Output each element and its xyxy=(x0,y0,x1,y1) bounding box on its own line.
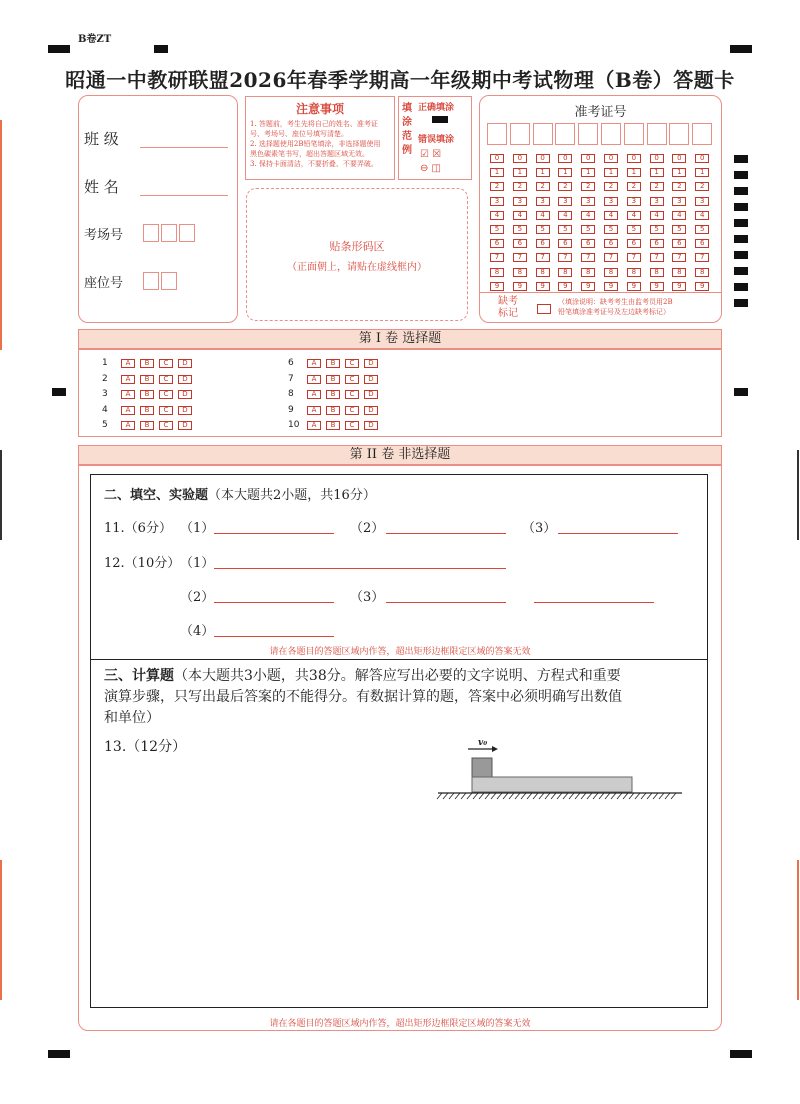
notice-line: 号、考场号、座位号填写清楚。 xyxy=(250,130,348,138)
admission-bubble[interactable]: 3 xyxy=(513,197,527,206)
admission-bubble[interactable]: 2 xyxy=(490,182,504,191)
fill-heading xyxy=(104,484,376,503)
option-bubble-a[interactable]: A xyxy=(307,406,321,415)
admission-bubble[interactable]: 0 xyxy=(490,154,504,163)
option-bubble-a[interactable]: A xyxy=(307,390,321,399)
absent-mark-box[interactable] xyxy=(537,304,551,314)
page-title: 昭通一中教研联盟2026年春季学期高一年级期中考试物理（B卷）答题卡 xyxy=(65,68,735,92)
notice-line: 1. 答题前，考生先将自己的姓名、准考证 xyxy=(250,120,378,128)
sheet-code: B卷ZT xyxy=(78,34,112,45)
absent-divider xyxy=(479,292,722,293)
admission-bubble[interactable]: 5 xyxy=(650,225,664,234)
v0-label: v₀ xyxy=(478,738,488,748)
admission-bubble[interactable]: 2 xyxy=(672,182,686,191)
hatch-mark xyxy=(611,793,616,799)
seat-box[interactable] xyxy=(161,272,177,290)
admission-bubble[interactable]: 1 xyxy=(558,168,572,177)
admission-bubble[interactable]: 4 xyxy=(695,211,709,220)
edge-line xyxy=(0,860,2,1000)
question-number: 8 xyxy=(288,389,294,399)
option-bubble-d[interactable]: D xyxy=(178,421,192,430)
velocity-arrowhead xyxy=(492,746,498,752)
timing-mark xyxy=(730,45,752,53)
admission-bubble[interactable]: 9 xyxy=(627,282,641,291)
ground-hatching xyxy=(437,793,676,799)
section2-split xyxy=(90,659,708,660)
admission-digit-cell[interactable] xyxy=(647,123,667,145)
option-bubble-d[interactable]: D xyxy=(364,375,378,384)
option-bubble-a[interactable]: A xyxy=(307,359,321,368)
admission-bubble[interactable]: 1 xyxy=(672,168,686,177)
admission-bubble[interactable]: 8 xyxy=(581,268,595,277)
admission-bubble[interactable]: 5 xyxy=(490,225,504,234)
notice-line: 2. 选择题使用2B铅笔填涂，非选择题使用 xyxy=(250,140,381,148)
hatch-mark xyxy=(599,793,604,799)
admission-bubble[interactable]: 8 xyxy=(650,268,664,277)
admission-bubble[interactable]: 4 xyxy=(536,211,550,220)
edge-line xyxy=(0,450,2,540)
admission-bubble[interactable]: 3 xyxy=(672,197,686,206)
admission-bubble[interactable]: 6 xyxy=(695,239,709,248)
admission-bubble[interactable]: 2 xyxy=(581,182,595,191)
hatch-mark xyxy=(467,793,472,799)
timing-mark xyxy=(52,388,66,396)
admission-bubble[interactable]: 6 xyxy=(513,239,527,248)
hatch-mark xyxy=(455,793,460,799)
admission-bubble[interactable]: 5 xyxy=(558,225,572,234)
hatch-mark xyxy=(437,793,442,799)
question-number: 4 xyxy=(102,404,108,415)
admission-bubble[interactable]: 0 xyxy=(695,154,709,163)
timing-mark xyxy=(734,219,748,227)
seat-box[interactable] xyxy=(143,272,159,290)
hatch-mark xyxy=(539,793,544,799)
hatch-mark xyxy=(503,793,508,799)
admission-bubble[interactable]: 7 xyxy=(581,253,595,262)
fill-heading-title: 二、填空、实验题 xyxy=(104,488,209,503)
class-label: 班 级 xyxy=(84,130,119,148)
admission-bubble[interactable]: 6 xyxy=(536,239,550,248)
q12-part4-line[interactable] xyxy=(214,635,334,637)
admission-bubble[interactable]: 9 xyxy=(581,282,595,291)
timing-mark xyxy=(734,283,748,291)
hatch-mark xyxy=(521,793,526,799)
admission-bubble[interactable]: 3 xyxy=(695,197,709,206)
absent-note-line: （填涂说明：缺考考生由监考员用2B xyxy=(558,298,673,306)
hatch-mark xyxy=(545,793,550,799)
hatch-mark xyxy=(605,793,610,799)
q11-label: 11.（6分） xyxy=(104,521,172,536)
wrong-fill-icons: ☑ ☒ ⊖ ◫ xyxy=(420,149,442,174)
hatch-mark xyxy=(671,793,676,799)
question-number: 5 xyxy=(102,420,108,430)
timing-mark xyxy=(734,155,748,163)
wrong-fill-label: 错误填涂 xyxy=(418,135,455,145)
admission-bubble[interactable]: 0 xyxy=(627,154,641,163)
admission-digit-cell[interactable] xyxy=(487,123,507,145)
admission-bubble[interactable]: 2 xyxy=(695,182,709,191)
absent-note-line: 铅笔填涂准考证号及左边缺考标记） xyxy=(558,308,670,316)
option-bubble-d[interactable]: D xyxy=(178,390,192,399)
section1-box xyxy=(78,349,722,437)
edge-line xyxy=(797,860,799,1000)
admission-bubble[interactable]: 9 xyxy=(490,282,504,291)
q12-part4-label: （4） xyxy=(180,624,215,639)
q11-part2-line[interactable] xyxy=(386,532,506,534)
option-bubble-b[interactable]: B xyxy=(140,406,154,415)
room-label: 考场号 xyxy=(84,228,124,243)
q12-part3-line[interactable] xyxy=(386,601,506,603)
admission-bubble[interactable]: 6 xyxy=(490,239,504,248)
q11-part3-label: （3） xyxy=(522,521,557,536)
hatch-mark xyxy=(569,793,574,799)
calc-heading xyxy=(104,666,694,729)
hatch-mark xyxy=(653,793,658,799)
q12-part1-label: （1） xyxy=(180,556,215,571)
option-bubble-a[interactable]: A xyxy=(121,375,135,384)
admission-bubble[interactable]: 9 xyxy=(513,282,527,291)
admission-bubble[interactable]: 4 xyxy=(581,211,595,220)
timing-mark xyxy=(734,267,748,275)
option-bubble-b[interactable]: B xyxy=(140,359,154,368)
admission-bubble[interactable]: 3 xyxy=(627,197,641,206)
admission-bubble[interactable]: 4 xyxy=(650,211,664,220)
admission-bubble[interactable]: 9 xyxy=(558,282,572,291)
admission-bubble[interactable]: 9 xyxy=(695,282,709,291)
hatch-mark xyxy=(557,793,562,799)
admission-bubble[interactable]: 2 xyxy=(604,182,618,191)
timing-mark xyxy=(154,45,168,53)
calc-heading-line2: 演算步骤，只写出最后答案的不能得分。有数据计算的题，答案中必须明确写出数值 xyxy=(104,689,622,705)
admission-bubble[interactable]: 4 xyxy=(513,211,527,220)
q12-part3-label: （3） xyxy=(350,590,385,605)
hatch-mark xyxy=(665,793,670,799)
q11-part1-label: （1） xyxy=(180,521,215,536)
option-bubble-a[interactable]: A xyxy=(307,421,321,430)
hatch-mark xyxy=(635,793,640,799)
admission-bubble[interactable]: 1 xyxy=(581,168,595,177)
q11-part3-line[interactable] xyxy=(558,532,678,534)
admission-bubble[interactable]: 1 xyxy=(695,168,709,177)
hatch-mark xyxy=(593,793,598,799)
admission-bubble[interactable]: 8 xyxy=(627,268,641,277)
admission-bubble[interactable]: 9 xyxy=(604,282,618,291)
question-number: 2 xyxy=(102,373,108,384)
admission-bubble[interactable]: 3 xyxy=(490,197,504,206)
hatch-mark xyxy=(647,793,652,799)
admission-bubble[interactable]: 2 xyxy=(627,182,641,191)
admission-bubble[interactable]: 3 xyxy=(650,197,664,206)
admission-bubble[interactable]: 3 xyxy=(536,197,550,206)
edge-line xyxy=(797,450,799,540)
admission-digit-cell[interactable] xyxy=(692,123,712,145)
timing-mark xyxy=(734,235,748,243)
admission-bubble[interactable]: 4 xyxy=(558,211,572,220)
admission-bubble[interactable]: 5 xyxy=(672,225,686,234)
name-label: 姓 名 xyxy=(84,178,119,196)
admission-digit-cell[interactable] xyxy=(624,123,644,145)
admission-digit-cell[interactable] xyxy=(601,123,621,145)
class-field[interactable] xyxy=(140,146,228,148)
seat-label: 座位号 xyxy=(84,276,124,291)
admission-bubble[interactable]: 7 xyxy=(695,253,709,262)
option-bubble-b[interactable]: B xyxy=(326,359,340,368)
option-bubble-a[interactable]: A xyxy=(121,359,135,368)
option-bubble-c[interactable]: C xyxy=(159,421,173,430)
option-bubble-b[interactable]: B xyxy=(140,421,154,430)
option-bubble-b[interactable]: B xyxy=(326,406,340,415)
admission-bubble[interactable]: 1 xyxy=(650,168,664,177)
admission-bubble[interactable]: 7 xyxy=(650,253,664,262)
option-bubble-c[interactable]: C xyxy=(159,406,173,415)
admission-bubble[interactable]: 7 xyxy=(672,253,686,262)
admission-bubble[interactable]: 1 xyxy=(513,168,527,177)
admission-bubble[interactable]: 8 xyxy=(536,268,550,277)
hatch-mark xyxy=(497,793,502,799)
hatch-mark xyxy=(491,793,496,799)
section2-title: 第 II 卷 非选择题 xyxy=(78,445,722,465)
hatch-mark xyxy=(563,793,568,799)
admission-digit-cell[interactable] xyxy=(555,123,575,145)
hatch-mark xyxy=(629,793,634,799)
hatch-mark xyxy=(581,793,586,799)
admission-bubble[interactable]: 6 xyxy=(672,239,686,248)
question-number: 1 xyxy=(102,358,108,368)
barcode-area xyxy=(246,188,468,321)
timing-mark xyxy=(734,187,748,195)
option-bubble-d[interactable]: D xyxy=(364,390,378,399)
admission-bubble[interactable]: 3 xyxy=(604,197,618,206)
hatch-mark xyxy=(617,793,622,799)
admission-digit-cell[interactable] xyxy=(669,123,689,145)
timing-mark xyxy=(734,388,748,396)
admission-bubble[interactable]: 6 xyxy=(558,239,572,248)
option-bubble-a[interactable]: A xyxy=(307,375,321,384)
admission-bubble[interactable]: 7 xyxy=(558,253,572,262)
timing-mark xyxy=(48,45,70,53)
admission-bubble[interactable]: 0 xyxy=(650,154,664,163)
timing-mark xyxy=(734,171,748,179)
edge-line xyxy=(0,120,2,350)
q11-part2-label: （2） xyxy=(350,521,385,536)
calc-heading-line3: 和单位） xyxy=(104,710,160,726)
q12-part2-line[interactable] xyxy=(214,601,334,603)
admission-bubble[interactable]: 5 xyxy=(627,225,641,234)
admission-bubble[interactable]: 5 xyxy=(513,225,527,234)
admission-bubble[interactable]: 3 xyxy=(558,197,572,206)
admission-digit-cell[interactable] xyxy=(533,123,553,145)
admission-bubble[interactable]: 1 xyxy=(536,168,550,177)
admission-bubble[interactable]: 0 xyxy=(558,154,572,163)
admission-bubble[interactable]: 5 xyxy=(695,225,709,234)
admission-title: 准考证号 xyxy=(574,105,627,120)
admission-bubble[interactable]: 1 xyxy=(627,168,641,177)
admission-bubble[interactable]: 4 xyxy=(604,211,618,220)
q12-part1-line[interactable] xyxy=(214,567,506,569)
correct-fill-icon xyxy=(432,116,448,123)
room-box[interactable] xyxy=(161,224,177,242)
option-bubble-b[interactable]: B xyxy=(326,390,340,399)
barcode-hint: （正面朝上，请贴在虚线框内） xyxy=(287,262,427,273)
option-bubble-c[interactable]: C xyxy=(345,375,359,384)
name-field[interactable] xyxy=(140,194,228,196)
hatch-mark xyxy=(479,793,484,799)
hatch-mark xyxy=(527,793,532,799)
area-warning-bottom: 请在各题目的答题区域内作答，超出矩形边框限定区域的答案无效 xyxy=(269,1019,531,1029)
option-bubble-a[interactable]: A xyxy=(121,390,135,399)
q11-part1-line[interactable] xyxy=(214,532,334,534)
admission-bubble[interactable]: 5 xyxy=(581,225,595,234)
admission-bubble[interactable]: 5 xyxy=(604,225,618,234)
admission-bubble[interactable]: 8 xyxy=(604,268,618,277)
admission-bubble[interactable]: 2 xyxy=(513,182,527,191)
admission-bubble[interactable]: 7 xyxy=(604,253,618,262)
admission-bubble[interactable]: 0 xyxy=(581,154,595,163)
admission-bubble[interactable]: 2 xyxy=(558,182,572,191)
hatch-mark xyxy=(623,793,628,799)
hatch-mark xyxy=(515,793,520,799)
hatch-mark xyxy=(443,793,448,799)
hatch-mark xyxy=(641,793,646,799)
admission-bubble[interactable]: 2 xyxy=(536,182,550,191)
fill-heading-sub: （本大题共2小题，共16分） xyxy=(208,488,376,503)
hatch-mark xyxy=(575,793,580,799)
admission-bubble[interactable]: 7 xyxy=(536,253,550,262)
q13-label: 13.（12分） xyxy=(104,739,187,755)
hatch-mark xyxy=(551,793,556,799)
option-bubble-c[interactable]: C xyxy=(345,421,359,430)
admission-bubble[interactable]: 9 xyxy=(536,282,550,291)
hatch-mark xyxy=(473,793,478,799)
section1-title: 第 I 卷 选择题 xyxy=(78,329,722,349)
question-number: 9 xyxy=(288,404,294,415)
option-bubble-a[interactable]: A xyxy=(121,421,135,430)
admission-bubble[interactable]: 7 xyxy=(513,253,527,262)
admission-bubble[interactable]: 8 xyxy=(558,268,572,277)
option-bubble-c[interactable]: C xyxy=(345,390,359,399)
timing-mark xyxy=(734,203,748,211)
question-number: 3 xyxy=(102,389,108,399)
hatch-mark xyxy=(461,793,466,799)
admission-digit-cell[interactable] xyxy=(578,123,598,145)
option-bubble-b[interactable]: B xyxy=(326,421,340,430)
admission-bubble[interactable]: 9 xyxy=(650,282,664,291)
admission-bubble[interactable]: 0 xyxy=(672,154,686,163)
option-bubble-c[interactable]: C xyxy=(159,390,173,399)
option-bubble-b[interactable]: B xyxy=(140,390,154,399)
admission-bubble[interactable]: 8 xyxy=(513,268,527,277)
area-warning: 请在各题目的答题区域内作答，超出矩形边框限定区域的答案无效 xyxy=(269,647,531,657)
admission-digit-cell[interactable] xyxy=(510,123,530,145)
q12-extra-line[interactable] xyxy=(534,601,654,603)
admission-bubble[interactable]: 1 xyxy=(490,168,504,177)
admission-bubble[interactable]: 9 xyxy=(672,282,686,291)
calc-heading-title: 三、计算题 xyxy=(104,668,174,684)
hatch-mark xyxy=(587,793,592,799)
notice-line: 黑色碳素笔书写，超出答题区域无效。 xyxy=(250,150,369,158)
option-bubble-b[interactable]: B xyxy=(326,375,340,384)
timing-mark xyxy=(48,1050,70,1058)
admission-bubble[interactable]: 6 xyxy=(604,239,618,248)
barcode-label: 贴条形码区 xyxy=(329,240,385,253)
hatch-mark xyxy=(485,793,490,799)
room-box[interactable] xyxy=(143,224,159,242)
notice-line: 3. 保持卡面清洁，不要折叠、不要弄破。 xyxy=(250,160,378,168)
absent-label: 缺考标记 xyxy=(498,296,518,319)
option-bubble-d[interactable]: D xyxy=(364,406,378,415)
option-bubble-d[interactable]: D xyxy=(178,406,192,415)
timing-mark xyxy=(734,299,748,307)
question-number: 7 xyxy=(288,373,294,384)
notice-title: 注意事项 xyxy=(295,102,344,116)
hatch-mark xyxy=(533,793,538,799)
timing-mark xyxy=(734,251,748,259)
option-bubble-c[interactable]: C xyxy=(345,359,359,368)
option-bubble-c[interactable]: C xyxy=(345,406,359,415)
admission-bubble[interactable]: 8 xyxy=(490,268,504,277)
admission-bubble[interactable]: 4 xyxy=(627,211,641,220)
option-bubble-c[interactable]: C xyxy=(159,375,173,384)
notice-box xyxy=(245,96,395,180)
admission-bubble[interactable]: 7 xyxy=(627,253,641,262)
admission-bubble[interactable]: 8 xyxy=(672,268,686,277)
calc-heading-line1: （本大题共3小题，共38分。解答应写出必要的文字说明、方程式和重要 xyxy=(174,668,621,684)
timing-mark xyxy=(730,1050,752,1058)
admission-bubble[interactable]: 5 xyxy=(536,225,550,234)
admission-bubble[interactable]: 1 xyxy=(604,168,618,177)
admission-bubble[interactable]: 2 xyxy=(650,182,664,191)
q12-part2-label: （2） xyxy=(180,590,215,605)
admission-bubble[interactable]: 4 xyxy=(490,211,504,220)
option-bubble-d[interactable]: D xyxy=(364,359,378,368)
question-number: 6 xyxy=(288,358,294,368)
question-number: 10 xyxy=(288,420,300,430)
block-on-board-figure xyxy=(436,738,686,800)
option-bubble-d[interactable]: D xyxy=(178,359,192,368)
room-box[interactable] xyxy=(179,224,195,242)
admission-bubble[interactable]: 8 xyxy=(695,268,709,277)
option-bubble-d[interactable]: D xyxy=(364,421,378,430)
small-block xyxy=(472,758,492,777)
admission-bubble[interactable]: 7 xyxy=(490,253,504,262)
hatch-mark xyxy=(449,793,454,799)
admission-bubble[interactable]: 4 xyxy=(672,211,686,220)
admission-bubble[interactable]: 6 xyxy=(627,239,641,248)
admission-bubble[interactable]: 3 xyxy=(581,197,595,206)
option-bubble-c[interactable]: C xyxy=(159,359,173,368)
admission-bubble[interactable]: 0 xyxy=(536,154,550,163)
fill-example-label: 填涂范例 xyxy=(402,103,412,156)
long-board xyxy=(472,777,632,792)
admission-bubble[interactable]: 0 xyxy=(513,154,527,163)
admission-bubble[interactable]: 6 xyxy=(581,239,595,248)
admission-bubble[interactable]: 0 xyxy=(604,154,618,163)
option-bubble-d[interactable]: D xyxy=(178,375,192,384)
correct-fill-label: 正确填涂 xyxy=(418,103,455,113)
hatch-mark xyxy=(509,793,514,799)
hatch-mark xyxy=(659,793,664,799)
admission-bubble[interactable]: 6 xyxy=(650,239,664,248)
option-bubble-a[interactable]: A xyxy=(121,406,135,415)
option-bubble-b[interactable]: B xyxy=(140,375,154,384)
q12-label: 12.（10分） xyxy=(104,556,181,571)
absent-note xyxy=(558,297,673,317)
